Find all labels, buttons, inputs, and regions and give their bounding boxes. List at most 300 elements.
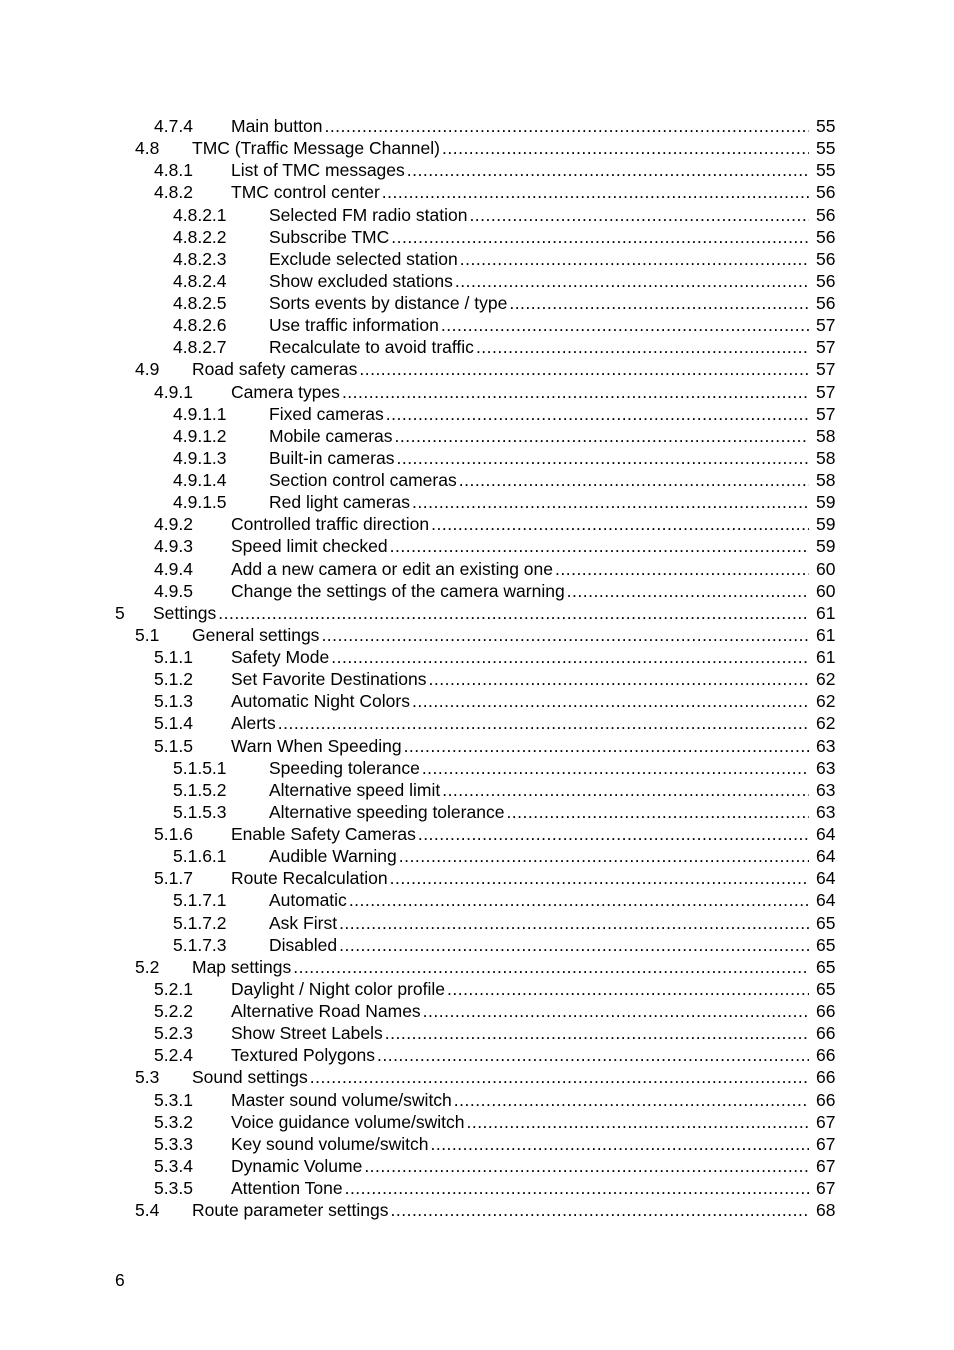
toc-entry[interactable] — [0, 978, 954, 1000]
toc-entry[interactable] — [0, 779, 954, 801]
toc-entry-title: Attention Tone — [231, 1178, 343, 1198]
toc-entry-page: 62 — [816, 713, 836, 734]
toc-entry-title: Change the settings of the camera warning — [231, 580, 565, 601]
toc-entry[interactable] — [0, 956, 954, 978]
toc-dot-leader — [364, 1155, 809, 1177]
table-of-contents — [0, 115, 954, 1221]
toc-dot-leader — [399, 845, 809, 867]
toc-entry-page: 67 — [816, 1155, 836, 1176]
toc-dot-leader — [321, 624, 809, 646]
toc-entry-page: 64 — [816, 890, 836, 911]
toc-entry-title: Daylight / Night color profile — [231, 978, 445, 999]
toc-entry-title-leader — [269, 491, 809, 513]
toc-dot-leader — [218, 602, 809, 624]
toc-dot-leader — [390, 867, 809, 889]
toc-dot-leader — [455, 270, 809, 292]
toc-entry[interactable] — [0, 248, 954, 270]
toc-entry[interactable] — [0, 1044, 954, 1066]
toc-entry-page: 63 — [816, 757, 836, 778]
toc-entry-title: Show excluded stations — [269, 270, 453, 291]
toc-entry-title-leader — [231, 580, 809, 602]
toc-entry-page: 63 — [816, 779, 836, 800]
toc-entry-number: 5 — [115, 602, 125, 623]
toc-entry-page: 67 — [816, 1111, 836, 1132]
toc-entry-page: 65 — [816, 912, 836, 933]
toc-entry-title: Speed limit checked — [231, 536, 388, 557]
toc-entry-page: 56 — [816, 204, 836, 225]
toc-entry-page: 66 — [816, 1045, 836, 1066]
toc-entry[interactable] — [0, 1133, 954, 1155]
toc-entry-page: 60 — [816, 558, 836, 579]
toc-entry-title-leader — [269, 779, 809, 801]
toc-entry-title-leader — [269, 912, 809, 934]
toc-entry-title: Enable Safety Cameras — [231, 824, 416, 844]
toc-entry-title: Alternative speeding tolerance — [269, 801, 505, 822]
toc-entry[interactable] — [0, 1177, 954, 1199]
toc-dot-leader — [460, 248, 809, 270]
toc-entry-page: 57 — [816, 337, 836, 358]
toc-entry[interactable] — [0, 425, 954, 447]
toc-entry[interactable] — [0, 912, 954, 934]
toc-entry-title-leader — [231, 1000, 809, 1022]
toc-dot-leader — [395, 425, 809, 447]
toc-entry[interactable] — [0, 845, 954, 867]
toc-entry-number: 4.9.1.5 — [173, 492, 227, 513]
toc-entry[interactable] — [0, 137, 954, 159]
toc-entry[interactable] — [0, 336, 954, 358]
toc-entry-number: 4.9.1.3 — [173, 447, 227, 468]
toc-entry-title: Exclude selected station — [269, 248, 458, 269]
toc-dot-leader — [454, 1089, 809, 1111]
toc-entry-title-leader — [231, 558, 809, 580]
toc-entry[interactable] — [0, 867, 954, 889]
toc-entry[interactable] — [0, 580, 954, 602]
toc-entry-title: Key sound volume/switch — [231, 1133, 429, 1154]
toc-entry-title-leader — [231, 735, 809, 757]
toc-entry-page: 57 — [816, 381, 836, 402]
toc-entry-number: 5.1.5 — [154, 735, 193, 756]
toc-entry-title: General settings — [192, 624, 320, 645]
toc-entry-title: Speeding tolerance — [269, 757, 420, 778]
toc-dot-leader — [407, 159, 809, 181]
toc-dot-leader — [429, 668, 809, 690]
toc-entry-page: 61 — [816, 602, 836, 623]
toc-entry-number: 4.8.2.6 — [173, 315, 227, 336]
toc-entry-title-leader — [231, 867, 809, 889]
toc-entry[interactable] — [0, 1066, 954, 1088]
toc-entry[interactable] — [0, 735, 954, 757]
toc-dot-leader — [396, 447, 809, 469]
toc-entry-title-leader — [231, 1133, 809, 1155]
toc-entry-number: 4.9 — [135, 359, 160, 380]
toc-entry-title: Alternative speed limit — [269, 779, 441, 800]
toc-entry[interactable] — [0, 314, 954, 336]
toc-entry-page: 59 — [816, 536, 836, 557]
toc-entry-title-leader — [269, 226, 809, 248]
toc-entry-number: 4.8.1 — [154, 160, 193, 181]
toc-entry-number: 5.1.5.2 — [173, 779, 227, 800]
toc-entry-number: 5.1.5.3 — [173, 801, 227, 822]
toc-entry-page: 67 — [816, 1133, 836, 1154]
toc-dot-leader — [404, 735, 809, 757]
toc-entry-page: 68 — [816, 1200, 836, 1221]
toc-dot-leader — [382, 181, 809, 203]
toc-entry-number: 4.9.1.2 — [173, 425, 227, 446]
toc-entry-title: Automatic Night Colors — [231, 691, 410, 712]
toc-entry-title-leader — [192, 624, 809, 646]
toc-dot-leader — [506, 801, 809, 823]
toc-entry[interactable] — [0, 690, 954, 712]
toc-dot-leader — [386, 403, 809, 425]
toc-entry-title-leader — [269, 292, 809, 314]
toc-dot-leader — [442, 779, 809, 801]
toc-entry[interactable] — [0, 1000, 954, 1022]
toc-entry-number: 5.3 — [135, 1067, 160, 1088]
toc-entry-title: Settings — [153, 602, 217, 623]
toc-entry-title-leader — [231, 513, 809, 535]
toc-entry-title-leader — [269, 889, 809, 911]
toc-entry-title-leader — [269, 447, 809, 469]
toc-entry-number: 4.8.2.4 — [173, 270, 227, 291]
toc-entry-page: 57 — [816, 403, 836, 424]
toc-entry[interactable] — [0, 381, 954, 403]
toc-dot-leader — [278, 712, 809, 734]
toc-entry-title: Alerts — [231, 713, 276, 734]
toc-entry[interactable] — [0, 646, 954, 668]
toc-entry-page: 58 — [816, 425, 836, 446]
toc-entry[interactable] — [0, 270, 954, 292]
toc-entry[interactable] — [0, 558, 954, 580]
toc-entry[interactable] — [0, 757, 954, 779]
toc-entry-page: 66 — [816, 1023, 836, 1044]
toc-dot-leader — [391, 1199, 810, 1221]
toc-entry-title-leader — [231, 668, 809, 690]
toc-entry[interactable] — [0, 513, 954, 535]
toc-dot-leader — [391, 226, 809, 248]
toc-entry-page: 66 — [816, 1089, 836, 1110]
toc-dot-leader — [423, 1000, 809, 1022]
toc-entry-title-leader — [231, 535, 809, 557]
toc-entry-page: 66 — [816, 1001, 836, 1021]
toc-dot-leader — [390, 535, 809, 557]
toc-entry-page: 63 — [816, 735, 836, 756]
toc-entry-title-leader — [231, 712, 809, 734]
toc-entry-title: Automatic — [269, 890, 347, 911]
toc-entry-number: 5.2.3 — [154, 1023, 193, 1044]
toc-entry-title: TMC control center — [231, 182, 380, 203]
toc-entry-title: TMC (Traffic Message Channel) — [192, 138, 440, 159]
toc-entry-page: 64 — [816, 824, 836, 844]
toc-entry-number: 4.9.4 — [154, 558, 193, 579]
toc-entry[interactable] — [0, 934, 954, 956]
toc-entry-title: Camera types — [231, 381, 340, 402]
toc-entry-title-leader — [192, 137, 809, 159]
toc-entry-title: Warn When Speeding — [231, 735, 402, 756]
toc-entry-page: 56 — [816, 248, 836, 269]
toc-entry-page: 56 — [816, 226, 836, 247]
toc-entry[interactable] — [0, 403, 954, 425]
toc-entry-title-leader — [231, 1044, 809, 1066]
toc-entry[interactable] — [0, 801, 954, 823]
toc-entry-number: 5.2.1 — [154, 978, 193, 999]
toc-entry-title: Road safety cameras — [192, 359, 358, 380]
toc-entry-number: 5.1.3 — [154, 691, 193, 712]
toc-dot-leader — [339, 934, 809, 956]
toc-dot-leader — [342, 381, 809, 403]
toc-entry-number: 4.7.4 — [154, 116, 193, 136]
toc-entry-number: 4.9.1 — [154, 381, 193, 402]
toc-entry-number: 5.3.4 — [154, 1155, 193, 1176]
toc-dot-leader — [412, 690, 809, 712]
toc-entry-title: List of TMC messages — [231, 160, 405, 181]
toc-entry-title: Show Street Labels — [231, 1023, 383, 1044]
toc-entry-title: Audible Warning — [269, 846, 397, 867]
toc-entry-title: Recalculate to avoid traffic — [269, 337, 474, 358]
toc-entry[interactable] — [0, 1155, 954, 1177]
toc-entry-page: 66 — [816, 1067, 836, 1088]
toc-entry-page: 59 — [816, 492, 836, 513]
toc-entry-page: 62 — [816, 669, 836, 690]
toc-entry[interactable] — [0, 1199, 954, 1221]
toc-dot-leader — [476, 336, 809, 358]
toc-entry[interactable] — [0, 115, 954, 137]
toc-entry-title: Safety Mode — [231, 647, 330, 667]
toc-dot-leader — [377, 1044, 809, 1066]
toc-entry-title: Main button — [231, 116, 323, 136]
toc-entry-title-leader — [231, 646, 809, 668]
toc-entry-number: 5.1.7 — [154, 868, 193, 889]
toc-dot-leader — [412, 491, 809, 513]
toc-entry-number: 4.9.1.4 — [173, 470, 227, 490]
toc-entry-number: 4.8.2.5 — [173, 293, 227, 313]
toc-entry-title: Ask First — [269, 912, 338, 933]
toc-entry-page: 62 — [816, 691, 836, 712]
toc-entry[interactable] — [0, 823, 954, 845]
toc-entry-title-leader — [269, 270, 809, 292]
toc-entry[interactable] — [0, 226, 954, 248]
toc-entry-title: Add a new camera or edit an existing one — [231, 558, 553, 579]
toc-entry-page: 55 — [816, 138, 836, 159]
toc-entry[interactable] — [0, 624, 954, 646]
toc-entry-title-leader — [269, 845, 809, 867]
toc-entry-number: 5.2.4 — [154, 1045, 193, 1066]
toc-entry-title-leader — [269, 403, 809, 425]
toc-entry-page: 67 — [816, 1178, 836, 1198]
toc-entry-number: 5.1.2 — [154, 669, 193, 690]
toc-entry-number: 5.1.7.3 — [173, 934, 227, 955]
toc-entry-title-leader — [269, 934, 809, 956]
toc-entry-number: 4.8.2.7 — [173, 337, 227, 358]
toc-entry-title: Fixed cameras — [269, 403, 384, 424]
toc-entry[interactable] — [0, 535, 954, 557]
toc-entry-number: 4.8.2.3 — [173, 248, 227, 269]
toc-entry-title: Sound settings — [192, 1067, 308, 1088]
toc-entry-number: 5.2.2 — [154, 1001, 193, 1021]
toc-entry-title-leader — [231, 1089, 809, 1111]
toc-entry-title-leader — [231, 115, 809, 137]
toc-entry-number: 5.4 — [135, 1200, 160, 1221]
toc-entry-title: Textured Polygons — [231, 1045, 375, 1066]
toc-entry-title-leader — [192, 358, 809, 380]
toc-entry-title: Controlled traffic direction — [231, 514, 430, 535]
toc-entry-page: 65 — [816, 956, 836, 977]
toc-entry-page: 56 — [816, 270, 836, 291]
toc-entry[interactable] — [0, 491, 954, 513]
toc-entry-number: 5.1.6 — [154, 824, 193, 844]
toc-entry-title-leader — [269, 469, 809, 491]
toc-dot-leader — [459, 469, 809, 491]
toc-entry-title: Subscribe TMC — [269, 226, 390, 247]
toc-dot-leader — [310, 1066, 809, 1088]
toc-dot-leader — [293, 956, 809, 978]
toc-entry-page: 60 — [816, 580, 836, 601]
toc-entry-number: 4.9.3 — [154, 536, 193, 557]
toc-dot-leader — [442, 137, 809, 159]
toc-entry-title-leader — [269, 314, 809, 336]
toc-dot-leader — [385, 1022, 809, 1044]
toc-entry-page: 61 — [816, 624, 836, 645]
toc-entry-title-leader — [192, 956, 809, 978]
toc-entry[interactable] — [0, 602, 954, 624]
toc-entry-title: Use traffic information — [269, 315, 439, 336]
toc-entry-number: 4.9.2 — [154, 514, 193, 535]
toc-entry-number: 5.3.3 — [154, 1133, 193, 1154]
toc-entry-title-leader — [269, 204, 809, 226]
toc-entry-title: Voice guidance volume/switch — [231, 1111, 465, 1132]
toc-entry-title: Mobile cameras — [269, 425, 393, 446]
toc-entry-page: 57 — [816, 315, 836, 336]
toc-dot-leader — [447, 978, 809, 1000]
toc-entry-title: Disabled — [269, 934, 338, 955]
toc-entry-page: 64 — [816, 868, 836, 889]
toc-entry-number: 4.9.5 — [154, 580, 193, 601]
toc-dot-leader — [422, 757, 809, 779]
toc-entry[interactable] — [0, 668, 954, 690]
toc-entry[interactable] — [0, 712, 954, 734]
toc-entry-title-leader — [231, 159, 809, 181]
toc-entry-title: Alternative Road Names — [231, 1001, 421, 1021]
toc-entry[interactable] — [0, 469, 954, 491]
toc-entry-title: Route Recalculation — [231, 868, 388, 889]
toc-entry-number: 5.3.1 — [154, 1089, 193, 1110]
toc-entry-page: 63 — [816, 801, 836, 822]
toc-entry-title-leader — [269, 801, 809, 823]
toc-entry[interactable] — [0, 1111, 954, 1133]
toc-entry-page: 61 — [816, 647, 836, 667]
toc-entry[interactable] — [0, 1089, 954, 1111]
toc-entry-number: 5.1 — [135, 624, 160, 645]
page-number: 6 — [115, 1270, 125, 1290]
toc-entry-title-leader — [231, 1022, 809, 1044]
toc-dot-leader — [431, 513, 809, 535]
toc-entry-title: Built-in cameras — [269, 447, 395, 468]
toc-entry[interactable] — [0, 159, 954, 181]
toc-entry-title: Section control cameras — [269, 470, 457, 490]
toc-entry-title-leader — [231, 381, 809, 403]
toc-entry-page: 55 — [816, 116, 836, 136]
toc-entry-number: 4.8.2.2 — [173, 226, 227, 247]
toc-entry-page: 65 — [816, 978, 836, 999]
toc-dot-leader — [324, 115, 809, 137]
toc-dot-leader — [466, 1111, 809, 1133]
toc-entry-number: 5.2 — [135, 956, 160, 977]
toc-entry-title: Dynamic Volume — [231, 1155, 363, 1176]
toc-entry-page: 59 — [816, 514, 836, 535]
toc-entry-page: 64 — [816, 846, 836, 867]
toc-entry[interactable] — [0, 204, 954, 226]
toc-entry-page: 58 — [816, 470, 836, 490]
toc-entry-title-leader — [269, 757, 809, 779]
toc-entry-title-leader — [231, 1155, 809, 1177]
toc-entry-number: 4.8.2.1 — [173, 204, 227, 225]
toc-entry-number: 5.1.1 — [154, 647, 193, 667]
toc-entry-title-leader — [231, 1177, 809, 1199]
toc-entry-title-leader — [231, 181, 809, 203]
toc-dot-leader — [509, 292, 809, 314]
toc-entry-title: Set Favorite Destinations — [231, 669, 427, 690]
toc-entry-page: 56 — [816, 182, 836, 203]
toc-entry-title-leader — [231, 1111, 809, 1133]
toc-entry-title-leader — [269, 425, 809, 447]
toc-entry-number: 4.8.2 — [154, 182, 193, 203]
toc-entry[interactable] — [0, 181, 954, 203]
toc-entry-title-leader — [269, 248, 809, 270]
toc-entry-title-leader — [192, 1199, 809, 1221]
toc-entry-page: 65 — [816, 934, 836, 955]
toc-dot-leader — [331, 646, 809, 668]
toc-entry-number: 5.1.7.2 — [173, 912, 227, 933]
toc-entry-title-leader — [269, 336, 809, 358]
toc-entry[interactable] — [0, 358, 954, 380]
toc-entry-number: 5.1.4 — [154, 713, 193, 734]
toc-entry-title: Master sound volume/switch — [231, 1089, 452, 1110]
toc-entry-number: 5.3.5 — [154, 1178, 193, 1198]
toc-entry-title: Selected FM radio station — [269, 204, 468, 225]
toc-entry-title-leader — [231, 690, 809, 712]
toc-dot-leader — [418, 823, 809, 845]
toc-entry-title: Red light cameras — [269, 492, 411, 513]
toc-dot-leader — [359, 358, 809, 380]
toc-dot-leader — [469, 204, 809, 226]
toc-entry-page: 55 — [816, 160, 836, 181]
toc-entry-title-leader — [231, 823, 809, 845]
toc-entry-title-leader — [231, 978, 809, 1000]
toc-entry-title: Map settings — [192, 956, 292, 977]
toc-entry-page: 57 — [816, 359, 836, 380]
toc-entry[interactable] — [0, 447, 954, 469]
toc-entry-number: 5.1.6.1 — [173, 846, 227, 867]
toc-entry-number: 4.8 — [135, 138, 160, 159]
toc-entry-number: 5.1.7.1 — [173, 890, 227, 911]
toc-dot-leader — [339, 912, 809, 934]
toc-dot-leader — [441, 314, 809, 336]
toc-entry[interactable] — [0, 292, 954, 314]
toc-entry-number: 4.9.1.1 — [173, 403, 227, 424]
toc-entry-title-leader — [192, 1066, 809, 1088]
toc-entry-title-leader — [153, 602, 809, 624]
toc-dot-leader — [430, 1133, 809, 1155]
toc-entry-number: 5.3.2 — [154, 1111, 193, 1132]
toc-dot-leader — [345, 1177, 809, 1199]
toc-entry[interactable] — [0, 1022, 954, 1044]
toc-entry-page: 56 — [816, 293, 836, 313]
toc-dot-leader — [555, 558, 809, 580]
toc-entry-page: 58 — [816, 447, 836, 468]
toc-dot-leader — [567, 580, 809, 602]
toc-entry-title: Sorts events by distance / type — [269, 293, 508, 313]
toc-entry[interactable] — [0, 889, 954, 911]
toc-entry-title: Route parameter settings — [192, 1200, 389, 1221]
